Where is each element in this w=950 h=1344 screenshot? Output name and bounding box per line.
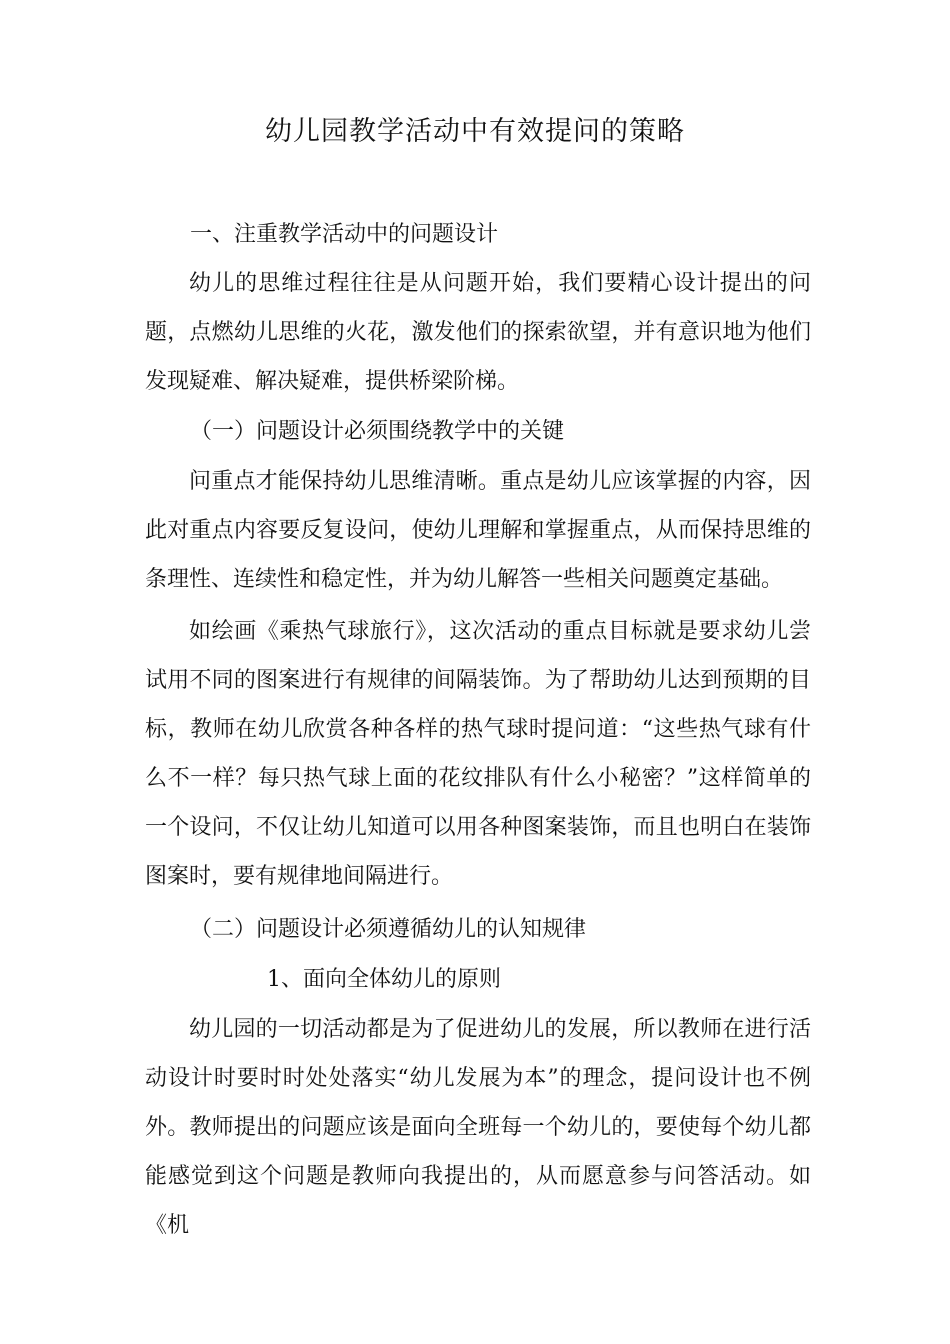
subsection-heading-1: （一）问题设计必须围绕教学中的关键 xyxy=(190,419,565,444)
subsection-heading-2: （二）问题设计必须遵循幼儿的认知规律 xyxy=(190,917,587,942)
list-item-heading: 1、面向全体幼儿的原则 xyxy=(267,967,501,992)
document-title: 幼儿园教学活动中有效提问的策略 xyxy=(265,116,685,147)
section-heading-1: 一、注重教学活动中的问题设计 xyxy=(190,222,499,247)
paragraph-2: 问重点才能保持幼儿思维清晰。重点是幼儿应该掌握的内容，因此对重点内容要反复设问，使幼儿理解和掌握重点，从而保持思维的条理性、连续性和稳定性，并为幼儿解答一些相关问题奠定基础。 xyxy=(145,469,811,592)
paragraph-1: 幼儿的思维过程往往是从问题开始，我们要精心设计提出的问题，点燃幼儿思维的火花，激发他们的探索欲望，并有意识地为他们发现疑难、解决疑难，提供桥梁阶梯。 xyxy=(145,271,811,394)
paragraph-3: 如绘画《乘热气球旅行》，这次活动的重点目标就是要求幼儿尝试用不同的图案进行有规律的间隔装饰。为了帮助幼儿达到预期的目标，教师在幼儿欣赏各种各样的热气球时提问道：“这些热气球有什么不一样？每只热气球上面的花纹排队有什么小秘密？”这样简单的一个设问，不仅让幼儿知道可以用各种图案装饰，而且也明白在装饰图案时，要有规律地间隔进行。 xyxy=(145,619,811,889)
paragraph-4: 幼儿园的一切活动都是为了促进幼儿的发展，所以教师在进行活动设计时要时时处处落实“幼儿发展为本”的理念，提问设计也不例外。教师提出的问题应该是面向全班每一个幼儿的，要使每个幼儿都能感觉到这个问题是教师向我提出的，从而愿意参与问答活动。如《机 xyxy=(145,1017,811,1238)
